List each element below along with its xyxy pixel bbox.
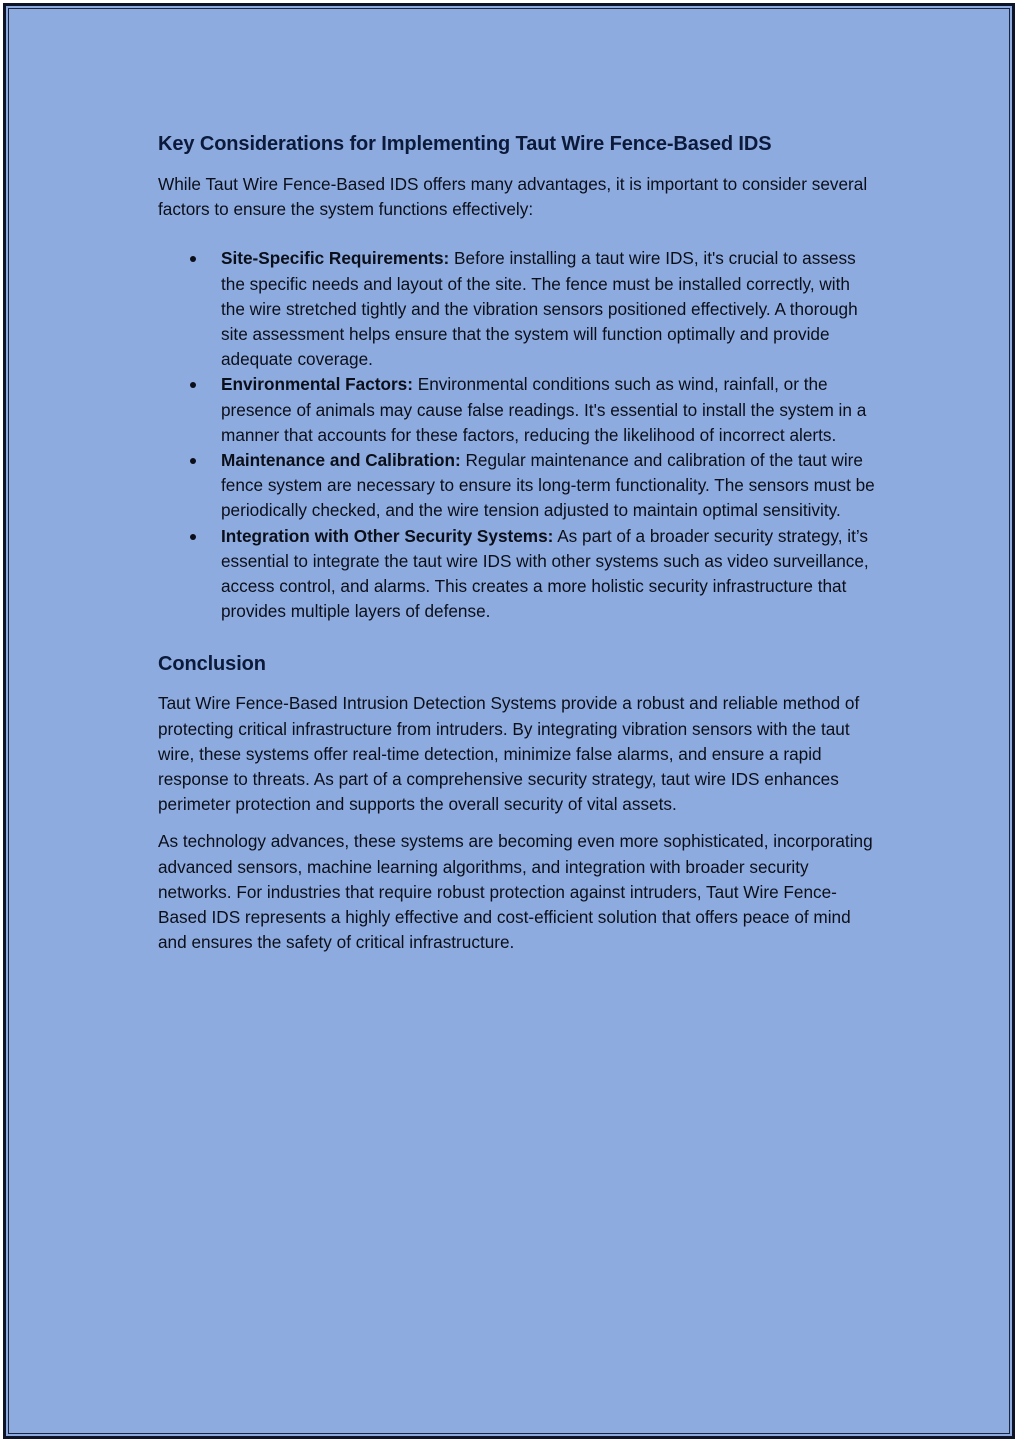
conclusion-paragraph-2: As technology advances, these systems are becoming even more sophisticated, incorporating advanced sensors, machine learning algorithms, and integration with broader security networks. For industries that require robust protection against intruders, Taut Wire Fence-Based IDS represents a highly effective and cost-efficient solution that offers peace of mind and ensures the safety of critical infrastructure. [158, 831, 873, 953]
list-item [158, 246, 878, 372]
list-item-term: Integration with Other Security Systems: [221, 525, 554, 546]
list-item [158, 524, 878, 625]
considerations-list [158, 246, 878, 624]
list-item-text: Regular maintenance and calibration of the taut wire fence system are necessary to ensure its long-term functionality. The sensors must be periodically checked, and the wire tension adjusted to maintain optimal sensitivity. [221, 450, 875, 521]
section-heading-conclusion: Conclusion [158, 653, 266, 676]
bullet-icon [190, 256, 196, 262]
list-item-text: Environmental conditions such as wind, rainfall, or the presence of animals may cause false readings. It's essential to install the system in a manner that accounts for these factors, reducing the likelihood of incorrect alerts. [221, 374, 867, 445]
bullet-icon [190, 534, 196, 540]
intro-paragraph: While Taut Wire Fence-Based IDS offers many advantages, it is important to consider several factors to ensure the system functions effectively: [158, 174, 868, 220]
bullet-icon [190, 458, 196, 464]
bullet-icon [190, 382, 196, 388]
list-item [158, 448, 878, 524]
list-item-term: Maintenance and Calibration: [221, 450, 461, 471]
list-item [158, 372, 878, 448]
list-item-term: Site-Specific Requirements: [221, 248, 450, 269]
list-item-text: As part of a broader security strategy, it’s essential to integrate the taut wire IDS with other systems such as video surveillance, access control, and alarms. This creates a more holistic security infrastructure that provides multiple layers of defense. [221, 525, 869, 622]
list-item-term: Environmental Factors: [221, 374, 413, 395]
conclusion-paragraph-1: Taut Wire Fence-Based Intrusion Detection Systems provide a robust and reliable method of protecting critical infrastructure from intruders. By integrating vibration sensors with the taut wire, these systems offer real-time detection, minimize false alarms, and ensure a rapid response to threats. As part of a comprehensive security strategy, taut wire IDS enhances perimeter protection and supports the overall security of vital assets. [158, 693, 860, 815]
page-content [158, 130, 878, 955]
document-page [3, 3, 1015, 1439]
list-item-text: Before installing a taut wire IDS, it's crucial to assess the specific needs and layout of the site. The fence must be installed correctly, with the wire stretched tightly and the vibration sensors positioned effectively. A thorough site assessment helps ensure that the system will function optimally and provide adequate coverage. [221, 248, 858, 370]
section-heading-key-considerations: Key Considerations for Implementing Taut Wire Fence-Based IDS [158, 133, 772, 155]
